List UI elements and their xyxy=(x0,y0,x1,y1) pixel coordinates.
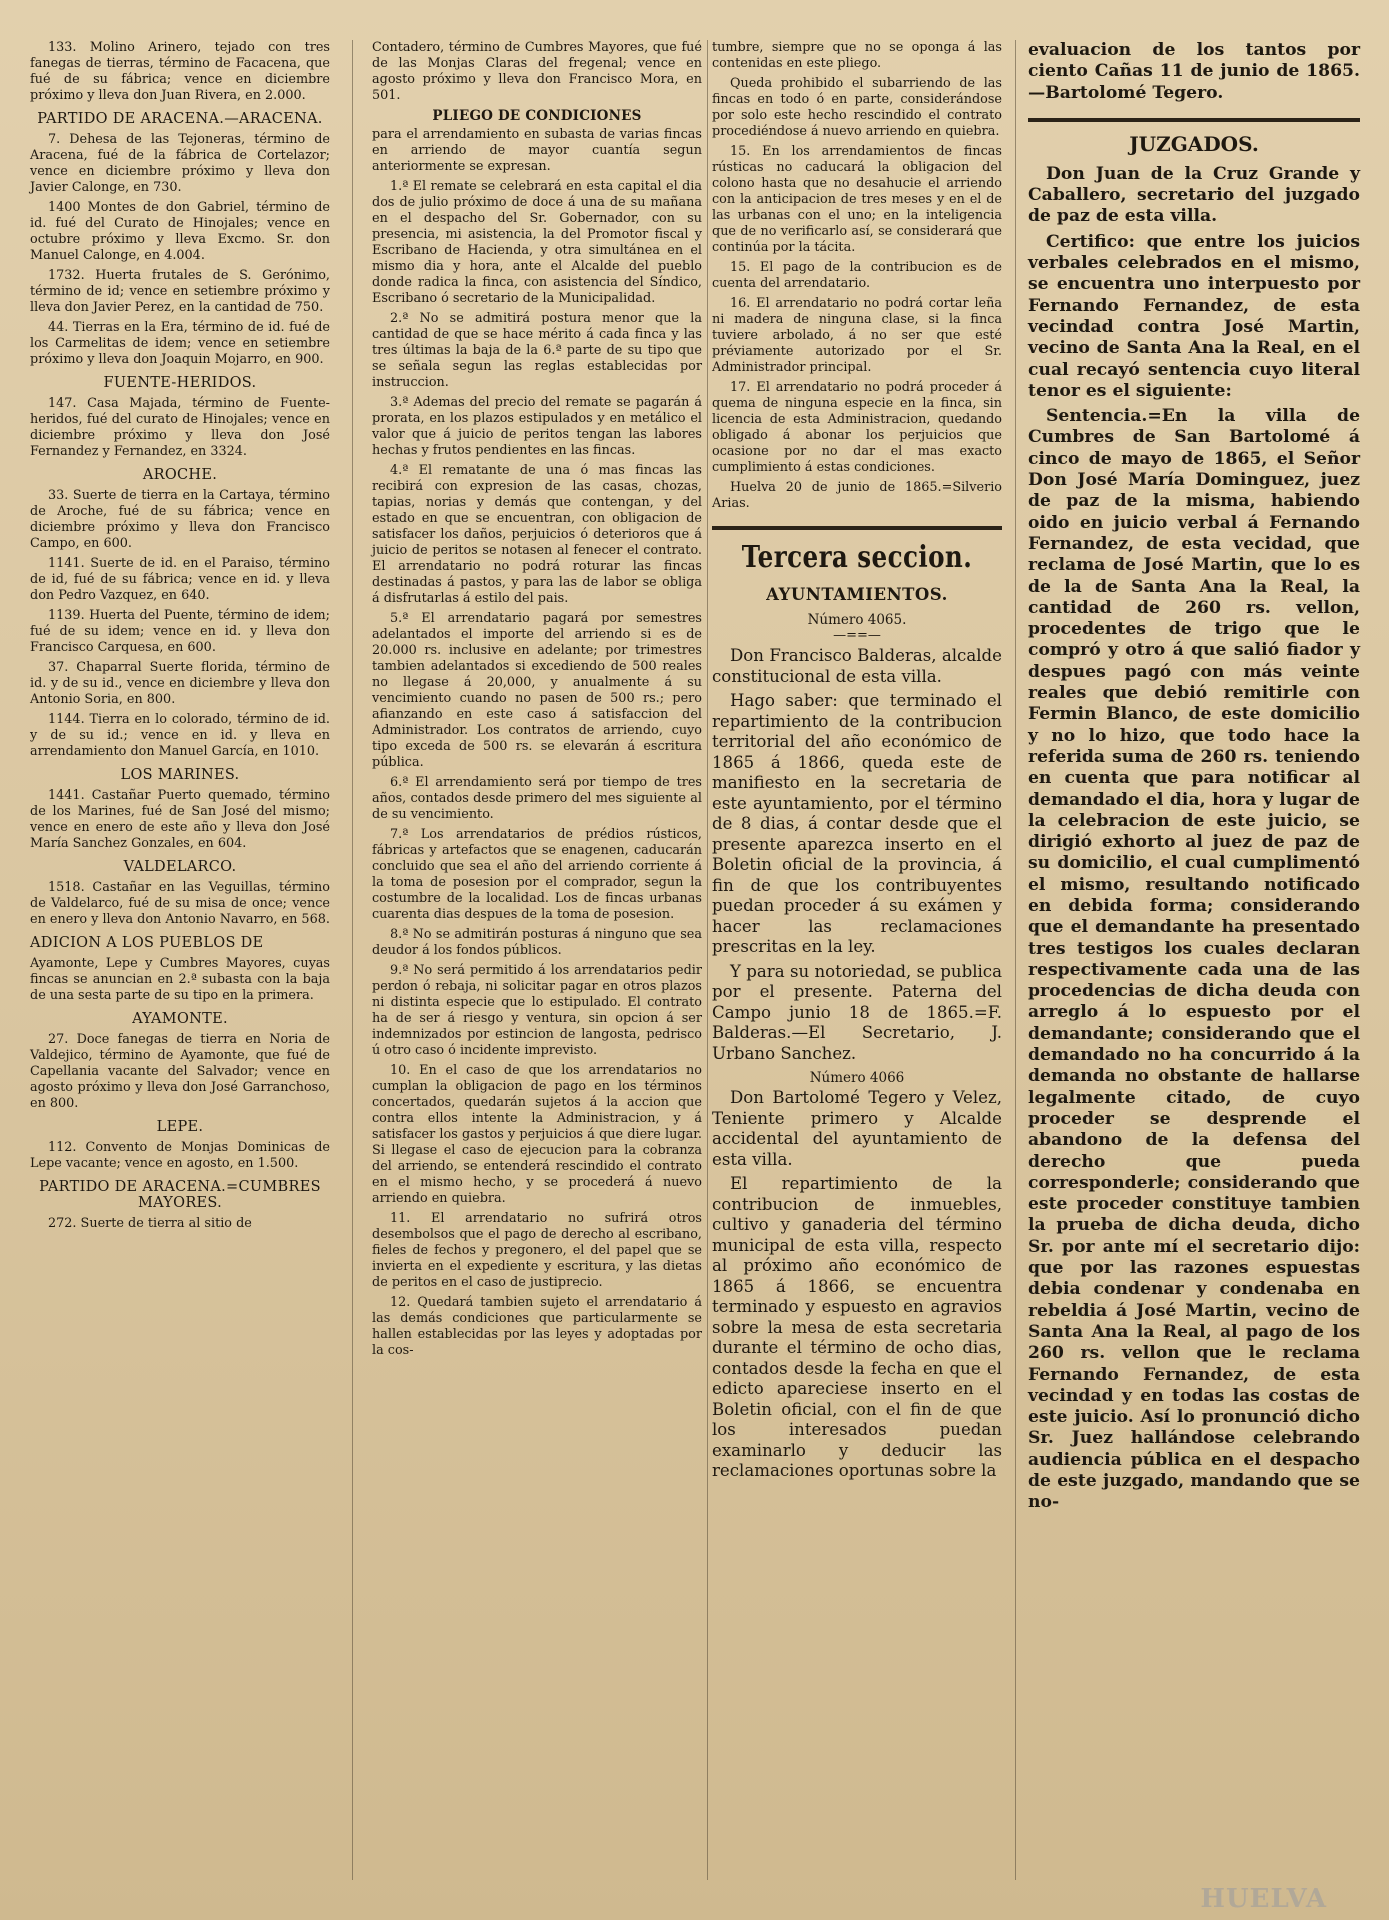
lot-entry: 147. Casa Majada, término de Fuente-heridos, fué del curato de Hinojales; vence en diciembre próximo y lleva don José Fernandez y Fernandez, en 3324. xyxy=(30,396,330,459)
notice-paragraph: Hago saber: que terminado el repartimiento de la contribucion territorial del año económico de 1865 á 1866, queda este de manifiesto en la secretaria de este ayuntamiento, por el término de 8 dias, á contar desde que el presente aparezca inserto en el Boletin oficial de la provincia, á fin de que los contribuyentes puedan proceder á su exámen y hacer las reclamaciones prescritas en la ley. xyxy=(712,691,1002,956)
column-3 xyxy=(712,40,1002,1486)
lot-entry: 44. Tierras en la Era, término de id. fué de los Carmelitas de idem; vence en setiembre próximo y lleva don Joaquin Mojarro, en 900. xyxy=(30,320,330,367)
section-heading: FUENTE-HERIDOS. xyxy=(103,375,257,391)
condition: tumbre, siempre que no se oponga á las contenidas en este pliego. xyxy=(712,40,1002,71)
lot-entry: 1139. Huerta del Puente, término de idem; fué de su idem; vence en id. y lleva don Francisco Carquesa, en 600. xyxy=(30,608,330,655)
condition: 3.ª Ademas del precio del remate se pagarán á prorata, en los plazos estipulados y en metálico el valor que á juicio de peritos tengan las labores hechas y frutos pendientes en las fincas. xyxy=(372,395,702,458)
archive-watermark: HUELVA xyxy=(1200,1884,1327,1914)
lot-entry: 1141. Suerte de id. en el Paraiso, término de id, fué de su fábrica; vence en id. y lleva don Pedro Vazquez, en 640. xyxy=(30,556,330,603)
condition: 12. Quedará tambien sujeto el arrendatario á las demás condiciones que particularmente se hallen establecidas por las leyes y adoptadas por la cos- xyxy=(372,1295,702,1358)
lot-entry: Contadero, término de Cumbres Mayores, que fué de las Monjas Claras del fregenal; vence en agosto próximo y lleva don Francisco Mora, en 501. xyxy=(372,40,702,103)
divider: —==— xyxy=(833,628,881,643)
condition: 15. En los arrendamientos de fincas rústicas no caducará la obligacion del colono hasta que no desahucie el arriendo con la anticipacion de tres meses y en el de las urbanas con el uno; en la inteligencia que de no verificarlo así, se considerará que continúa por la tácita. xyxy=(712,144,1002,255)
section-heading: AYAMONTE. xyxy=(132,1011,228,1027)
section-heading: VALDELARCO. xyxy=(123,859,237,875)
condition: 17. El arrendatario no podrá proceder á quema de ninguna especie en la finca, sin licencia de esta Administracion, quedando obligado á abonar los perjuicios que ocasione por no dar el mas exacto cumplimiento á estas condiciones. xyxy=(712,380,1002,475)
column-rule xyxy=(352,40,353,1880)
lot-entry: 27. Doce fanegas de tierra en Noria de Valdejico, término de Ayamonte, que fué de Capellania vacante del Salvador; vence en agosto próximo y lleva don José Garranchoso, en 800. xyxy=(30,1032,330,1111)
condition: 11. El arrendatario no sufrirá otros desembolsos que el pago de derecho al escribano, fieles de fechos y pregonero, el del papel que se invierta en el expediente y escritura, y las dietas de peritos en el caso de justiprecio. xyxy=(372,1211,702,1290)
section-heading: PARTIDO DE ARACENA.=CUMBRES MAYORES. xyxy=(39,1179,321,1211)
condition: 10. En el caso de que los arrendatarios no cumplan la obligacion de pago en los términos concertados, quedarán sujetos á la accion que contra ellos intente la Administracion, y á satisfacer los gastos y perjuicios á que diere lugar. Si llegase el caso de ejecucion para la cobranza del arriendo, se entenderá rescindido el contrato en el mismo hecho, y se procederá á nuevo arriendo en quiebra. xyxy=(372,1063,702,1206)
column-4 xyxy=(1028,40,1360,1518)
notice-paragraph: Sentencia.=En la villa de Cumbres de San Bartolomé á cinco de mayo de 1865, el Señor Don José María Dominguez, juez de paz de la misma, habiendo oido en juicio verbal á Fernando Fernandez, de esta vecidad, que reclama de José Martin, que lo es de la de Santa Ana la Real, la cantidad de 260 rs. vellon, procedentes de trigo que le compró y otro á que salió fiador y despues pagó con más veinte reales que debió remitirle con Fermin Blanco, de este domicilio y no lo hizo, que todo hace la referida suma de 260 rs. teniendo en cuenta que para notificar al demandado el dia, hora y lugar de la celebracion de este juicio, se dirigió exhorto al juez de paz de su domicilio, el cual cumplimentó el mismo, resultando notificado en debida forma; considerando que el demandante ha presentado tres testigos los cuales declaran respectivamente cada una de las procedencias de dicha deuda con arreglo á lo espuesto por el demandante; considerando que el demandado no ha concurrido á la demanda no obstante de hallarse legalmente citado, de cuyo proceder se desprende el abandono de la defensa del derecho que pueda corresponderle; considerando que este proceder constituye tambien la prueba de dicha deuda, dicho Sr. por ante mí el secretario dijo: que por las razones espuestas debia condenar y condenaba en rebeldia á José Martin, vecino de Santa Ana la Real, al pago de los 260 rs. vellon que le reclama Fernando Fernandez, de esta vecindad y en todas las costas de este juicio. Así lo pronunció dicho Sr. Juez hallándose celebrando audiencia pública en el despacho de este juzgado, mandando que se no- xyxy=(1028,406,1360,1513)
section-rule xyxy=(1028,118,1360,122)
condition: 8.ª No se admitirán posturas á ninguno que sea deudor á los fondos públicos. xyxy=(372,927,702,958)
notice-paragraph: Certifico: que entre los juicios verbales celebrados en el mismo, se encuentra uno interpuesto por Fernando Fernandez, de esta vecindad contra José Martin, vecino de Santa Ana la Real, en el cual recayó sentencia cuyo literal tenor es el siguiente: xyxy=(1028,231,1360,401)
notice-paragraph: Don Juan de la Cruz Grande y Caballero, secretario del juzgado de paz de esta villa. xyxy=(1028,163,1360,227)
pliego-intro: para el arrendamiento en subasta de varias fincas en arriendo de mayor cuantía segun anteriormente se expresan. xyxy=(372,127,702,174)
condition: 5.ª El arrendatario pagará por semestres adelantados el importe del arriendo si es de 20.000 rs. inclusive en adelante; por trimestres tambien adelantados si excediendo de 500 reales no llegase á 20,000, y anualmente á su vencimiento cuando no pasen de 500 rs.; pero afianzando en este caso á satisfaccion del Administrador. Los contratos de arriendo, cuyo tipo exceda de 500 rs. se elevarán á escritura pública. xyxy=(372,611,702,770)
condition: 16. El arrendatario no podrá cortar leña ni madera de ninguna clase, si la finca tuviere arbolado, á no ser que esté préviamente autorizado por el Sr. Administrador principal. xyxy=(712,296,1002,375)
notice-paragraph: Don Bartolomé Tegero y Velez, Teniente primero y Alcalde accidental del ayuntamiento de esta villa. xyxy=(712,1088,1002,1169)
notice-paragraph: El repartimiento de la contribucion de inmuebles, cultivo y ganaderia del término municipal de esta villa, respecto al próximo año económico de 1865 á 1866, se encuentra terminado y espuesto en agravios sobre la mesa de esta secretaria durante el término de ocho dias, contados desde la fecha en que el edicto apareciese inserto en el Boletin oficial, con el fin de que los interesados puedan examinarlo y deducir las reclamaciones oportunas sobre la xyxy=(712,1174,1002,1480)
condition: 1.ª El remate se celebrará en esta capital el dia dos de julio próximo de doce á una de su mañana en el despacho del Sr. Gobernador, con su presencia, mi asistencia, la del Promotor fiscal y Escribano de Hacienda, y otra simultánea en el mismo dia y hora, ante el Alcalde del pueblo donde radica la finca, con asistencia del Síndico, Escribano ó secretario de la Municipalidad. xyxy=(372,179,702,306)
section-heading: AROCHE. xyxy=(142,467,218,483)
notice-paragraph: Y para su notoriedad, se publica por el presente. Paterna del Campo junio 18 de 1865.=F. Balderas.—El Secretario, J. Urbano Sanchez. xyxy=(712,961,1002,1063)
section-heading: LEPE. xyxy=(156,1119,204,1135)
section-heading: PARTIDO DE ARACENA.—ARACENA. xyxy=(37,111,323,127)
ayuntamientos-heading: AYUNTAMIENTOS. xyxy=(766,585,948,604)
condition: 7.ª Los arrendatarios de prédios rústicos, fábricas y artefactos que se enagenen, caducarán concluido que sea el año del arriendo corriente á la toma de posesion por el comprador, segun la costumbre de la localidad. Los de fincas urbanas cuarenta dias despues de la toma de posesion. xyxy=(372,827,702,922)
notice-paragraph: Don Francisco Balderas, alcalde constitucional de esta villa. xyxy=(712,646,1002,686)
condition: 2.ª No se admitirá postura menor que la cantidad de que se hace mérito á cada finca y las tres últimas la baja de la 6.ª parte de su tipo que se señala segun las reglas establecidas por instruccion. xyxy=(372,311,702,390)
juzgados-heading: JUZGADOS. xyxy=(1129,131,1259,156)
notice-number: Número 4065. xyxy=(807,612,907,628)
lot-entry: 37. Chaparral Suerte florida, término de id. y de su id., vence en diciembre y lleva don Antonio Soria, en 800. xyxy=(30,660,330,707)
column-rule xyxy=(1015,40,1016,1880)
section-rule xyxy=(712,526,1002,530)
notice-paragraph: evaluacion de los tantos por ciento Cañas 11 de junio de 1865.—Bartolomé Tegero. xyxy=(1028,40,1360,103)
condition: 9.ª No será permitido á los arrendatarios pedir perdon ó rebaja, ni solicitar pagar en otros plazos ni distinta especie que lo estipulado. El contrato ha de ser á riesgo y ventura, sin opcion á ser indemnizados por estincion de langosta, pedrisco ú otro caso ó incidente imprevisto. xyxy=(372,963,702,1058)
condition: Queda prohibido el subarriendo de las fincas en todo ó en parte, considerándose por solo este hecho rescindido el contrato procediéndose á nuevo arriendo en quiebra. xyxy=(712,76,1002,139)
lot-entry: 112. Convento de Monjas Dominicas de Lepe vacante; vence en agosto, en 1.500. xyxy=(30,1140,330,1171)
lot-entry: 272. Suerte de tierra al sitio de xyxy=(48,1216,252,1231)
pliego-heading: PLIEGO DE CONDICIONES xyxy=(432,108,642,124)
column-1 xyxy=(30,40,330,1236)
notice-number: Número 4066 xyxy=(809,1070,905,1086)
lot-entry: 133. Molino Arinero, tejado con tres fanegas de tierras, término de Facacena, que fué de su fábrica; vence en diciembre próximo y lleva don Juan Rivera, en 2.000. xyxy=(30,40,330,103)
lot-entry: 1144. Tierra en lo colorado, término de id. y de su id.; vence en id. y lleva en arrendamiento don Manuel García, en 1010. xyxy=(30,712,330,759)
section-title: Tercera seccion. xyxy=(741,540,973,575)
signature: Huelva 20 de junio de 1865.=Silverio Arias. xyxy=(712,480,1002,511)
section-heading: LOS MARINES. xyxy=(120,767,240,783)
column-rule xyxy=(707,40,708,1880)
column-2 xyxy=(372,40,702,1363)
lot-entry: 1400 Montes de don Gabriel, término de id. fué del Curato de Hinojales; vence en octubre próximo y lleva Excmo. Sr. don Manuel Calonge, en 4.004. xyxy=(30,200,330,263)
lot-entry: 1518. Castañar en las Veguillas, término de Valdelarco, fué de su misa de once; vence en enero y lleva don Antonio Navarro, en 568. xyxy=(30,880,330,927)
lot-entry: 33. Suerte de tierra en la Cartaya, término de Aroche, fué de su fábrica; vence en diciembre próximo y lleva don Francisco Campo, en 600. xyxy=(30,488,330,551)
section-heading: ADICION A LOS PUEBLOS DE xyxy=(30,935,264,951)
condition: 4.ª El rematante de una ó mas fincas las recibirá con expresion de las casas, chozas, tapias, norias y demás que contengan, y del estado en que se encuentran, con obligacion de satisfacer los daños, perjuicios ó deterioros que á juicio de peritos se notasen al fenecer el contrato. El arrendatario no podrá roturar las fincas destinadas á pastos, y para las de labor se obliga á disfrutarlas á estilo del pais. xyxy=(372,463,702,606)
lot-entry: 7. Dehesa de las Tejoneras, término de Aracena, fué de la fábrica de Cortelazor; vence en diciembre próximo y lleva don Javier Calonge, en 730. xyxy=(30,132,330,195)
lot-entry: 1441. Castañar Puerto quemado, término de los Marines, fué de San José del mismo; vence en enero de este año y lleva don José María Sanchez Gonzales, en 604. xyxy=(30,788,330,851)
adicion-text: Ayamonte, Lepe y Cumbres Mayores, cuyas fincas se anuncian en 2.ª subasta con la baja de una sesta parte de su tipo en la primera. xyxy=(30,956,330,1003)
condition: 15. El pago de la contribucion es de cuenta del arrendatario. xyxy=(712,260,1002,291)
lot-entry: 1732. Huerta frutales de S. Gerónimo, término de id; vence en setiembre próximo y lleva don Javier Perez, en la cantidad de 750. xyxy=(30,268,330,315)
condition: 6.ª El arrendamiento será por tiempo de tres años, contados desde primero del mes siguiente al de su vencimiento. xyxy=(372,775,702,822)
